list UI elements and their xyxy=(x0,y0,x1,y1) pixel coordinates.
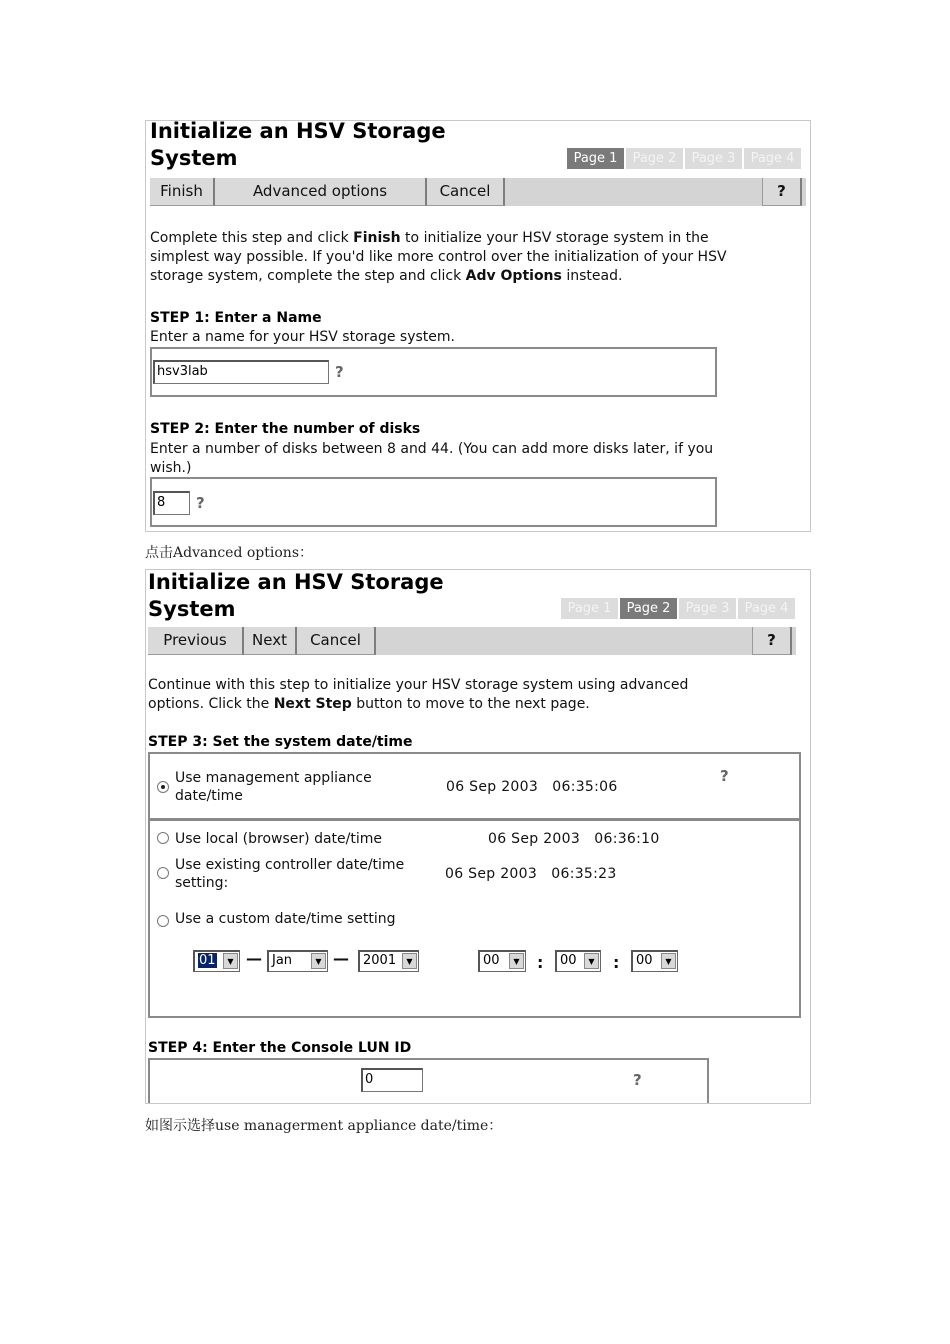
finish-button[interactable]: Finish xyxy=(150,178,215,206)
time-colon-1: : xyxy=(537,953,544,972)
step3-heading: STEP 3: Set the system date/time xyxy=(148,734,413,750)
page-tab-3: Page 3 xyxy=(685,148,742,169)
page-tab-3: Page 3 xyxy=(679,598,736,619)
page-indicator xyxy=(561,598,795,619)
existing-controller-label-line2: setting: xyxy=(175,875,229,891)
toolbar xyxy=(150,178,806,206)
dropdown-arrow-icon[interactable]: ▼ xyxy=(223,953,238,969)
page-tab-2[interactable]: Page 2 xyxy=(620,598,677,619)
step2-description-line2: wish.) xyxy=(150,460,192,476)
intro-text-1c: to initialize your HSV storage system in the xyxy=(400,230,709,246)
existing-controller-label-line1: Use existing controller date/time xyxy=(175,857,405,873)
page-title-line1: Initialize an HSV Storage xyxy=(148,570,444,594)
help-question-icon[interactable]: ? xyxy=(633,1071,642,1089)
intro-text-1: Continue with this step to initialize your HSV storage system using advanced xyxy=(148,677,689,693)
page-tab-1[interactable]: Page 1 xyxy=(567,148,624,169)
step2-heading: STEP 2: Enter the number of disks xyxy=(150,421,421,437)
help-question-icon[interactable]: ? xyxy=(335,363,344,381)
dropdown-arrow-icon[interactable]: ▼ xyxy=(402,953,417,969)
console-lun-id-input[interactable]: 0 xyxy=(361,1068,423,1092)
step3-management-box xyxy=(148,752,801,820)
management-appliance-label-line1: Use management appliance xyxy=(175,770,372,786)
dropdown-arrow-icon[interactable]: ▼ xyxy=(509,953,524,969)
date-dash-2: — xyxy=(333,949,349,968)
page-tab-1: Page 1 xyxy=(561,598,618,619)
dropdown-arrow-icon[interactable]: ▼ xyxy=(661,953,676,969)
toolbar xyxy=(148,627,796,655)
caption-select-management: 如图示选择use managerment appliance date/time： xyxy=(145,1118,503,1134)
radio-existing-controller[interactable] xyxy=(157,867,169,879)
step1-box xyxy=(150,347,717,397)
radio-local-browser[interactable] xyxy=(157,832,169,844)
day-select[interactable] xyxy=(193,950,240,972)
previous-button[interactable]: Previous xyxy=(148,627,244,655)
advanced-options-button[interactable]: Advanced options xyxy=(215,178,427,206)
month-select[interactable] xyxy=(267,950,328,972)
management-appliance-label-line2: date/time xyxy=(175,788,243,804)
year-select[interactable] xyxy=(358,950,419,972)
step4-box xyxy=(148,1058,709,1104)
step2-description-line1: Enter a number of disks between 8 and 44. (You can add more disks later, if you xyxy=(150,441,714,457)
help-button[interactable]: ? xyxy=(762,178,802,206)
intro-text-1a: Complete this step and click xyxy=(150,230,354,246)
radio-custom-datetime[interactable] xyxy=(157,915,169,927)
date-dash-1: — xyxy=(246,949,262,968)
minute-select[interactable] xyxy=(555,950,601,972)
page-title xyxy=(150,120,446,172)
management-appliance-label xyxy=(175,769,372,805)
page-title-line2: System xyxy=(150,146,238,170)
page-title-line1: Initialize an HSV Storage xyxy=(150,120,446,143)
caption-advanced-options: 点击Advanced options： xyxy=(145,545,314,561)
custom-datetime-label: Use a custom date/time setting xyxy=(175,911,396,927)
page-indicator xyxy=(567,148,801,169)
minute-select-value: 00 xyxy=(560,953,577,968)
help-question-icon[interactable]: ? xyxy=(196,494,205,512)
intro-text-2: simplest way possible. If you'd like more control over the initialization of your HSV xyxy=(150,249,727,265)
step2-description xyxy=(150,440,800,478)
intro-text xyxy=(148,676,798,714)
intro-text-3c: instead. xyxy=(561,268,623,284)
help-question-icon[interactable]: ? xyxy=(720,767,729,785)
month-select-value: Jan xyxy=(272,953,293,968)
help-button[interactable]: ? xyxy=(752,627,792,655)
disk-count-input[interactable]: 8 xyxy=(153,491,190,515)
cancel-button[interactable]: Cancel xyxy=(427,178,505,206)
page-tab-4: Page 4 xyxy=(738,598,795,619)
intro-text-3a: storage system, complete the step and click xyxy=(150,268,466,284)
local-browser-datetime: 06 Sep 2003 06:36:10 xyxy=(488,831,660,847)
dropdown-arrow-icon[interactable]: ▼ xyxy=(584,953,599,969)
next-button[interactable]: Next xyxy=(244,627,297,655)
wizard-panel-page1 xyxy=(145,120,811,532)
step4-heading: STEP 4: Enter the Console LUN ID xyxy=(148,1040,412,1056)
cancel-button[interactable]: Cancel xyxy=(297,627,376,655)
step3-other-options-box xyxy=(148,819,801,1018)
existing-controller-datetime: 06 Sep 2003 06:35:23 xyxy=(445,866,617,882)
year-select-value: 2001 xyxy=(363,953,397,968)
step2-box xyxy=(150,477,717,527)
storage-name-input[interactable]: hsv3lab xyxy=(153,360,329,384)
second-select-value: 00 xyxy=(636,953,653,968)
page-title-line2: System xyxy=(148,597,236,621)
intro-text xyxy=(150,229,800,286)
second-select[interactable] xyxy=(631,950,678,972)
intro-text-finish: Finish xyxy=(353,230,401,246)
intro-text-adv-options: Adv Options xyxy=(465,268,562,284)
management-appliance-datetime: 06 Sep 2003 06:35:06 xyxy=(446,779,618,795)
hour-select-value: 00 xyxy=(483,953,500,968)
page-tab-2: Page 2 xyxy=(626,148,683,169)
existing-controller-label xyxy=(175,856,404,892)
radio-management-appliance[interactable] xyxy=(157,781,169,793)
page-tab-4: Page 4 xyxy=(744,148,801,169)
hour-select[interactable] xyxy=(478,950,526,972)
dropdown-arrow-icon[interactable]: ▼ xyxy=(311,953,326,969)
intro-text-2a: options. Click the xyxy=(148,696,274,712)
page-title xyxy=(148,569,444,623)
wizard-panel-page2 xyxy=(145,569,811,1104)
step1-heading: STEP 1: Enter a Name xyxy=(150,310,322,326)
local-browser-label: Use local (browser) date/time xyxy=(175,831,382,847)
time-colon-2: : xyxy=(613,953,620,972)
day-select-value: 01 xyxy=(199,953,216,968)
intro-text-next-step: Next Step xyxy=(273,696,352,712)
step1-description: Enter a name for your HSV storage system. xyxy=(150,329,455,345)
intro-text-2c: button to move to the next page. xyxy=(351,696,590,712)
